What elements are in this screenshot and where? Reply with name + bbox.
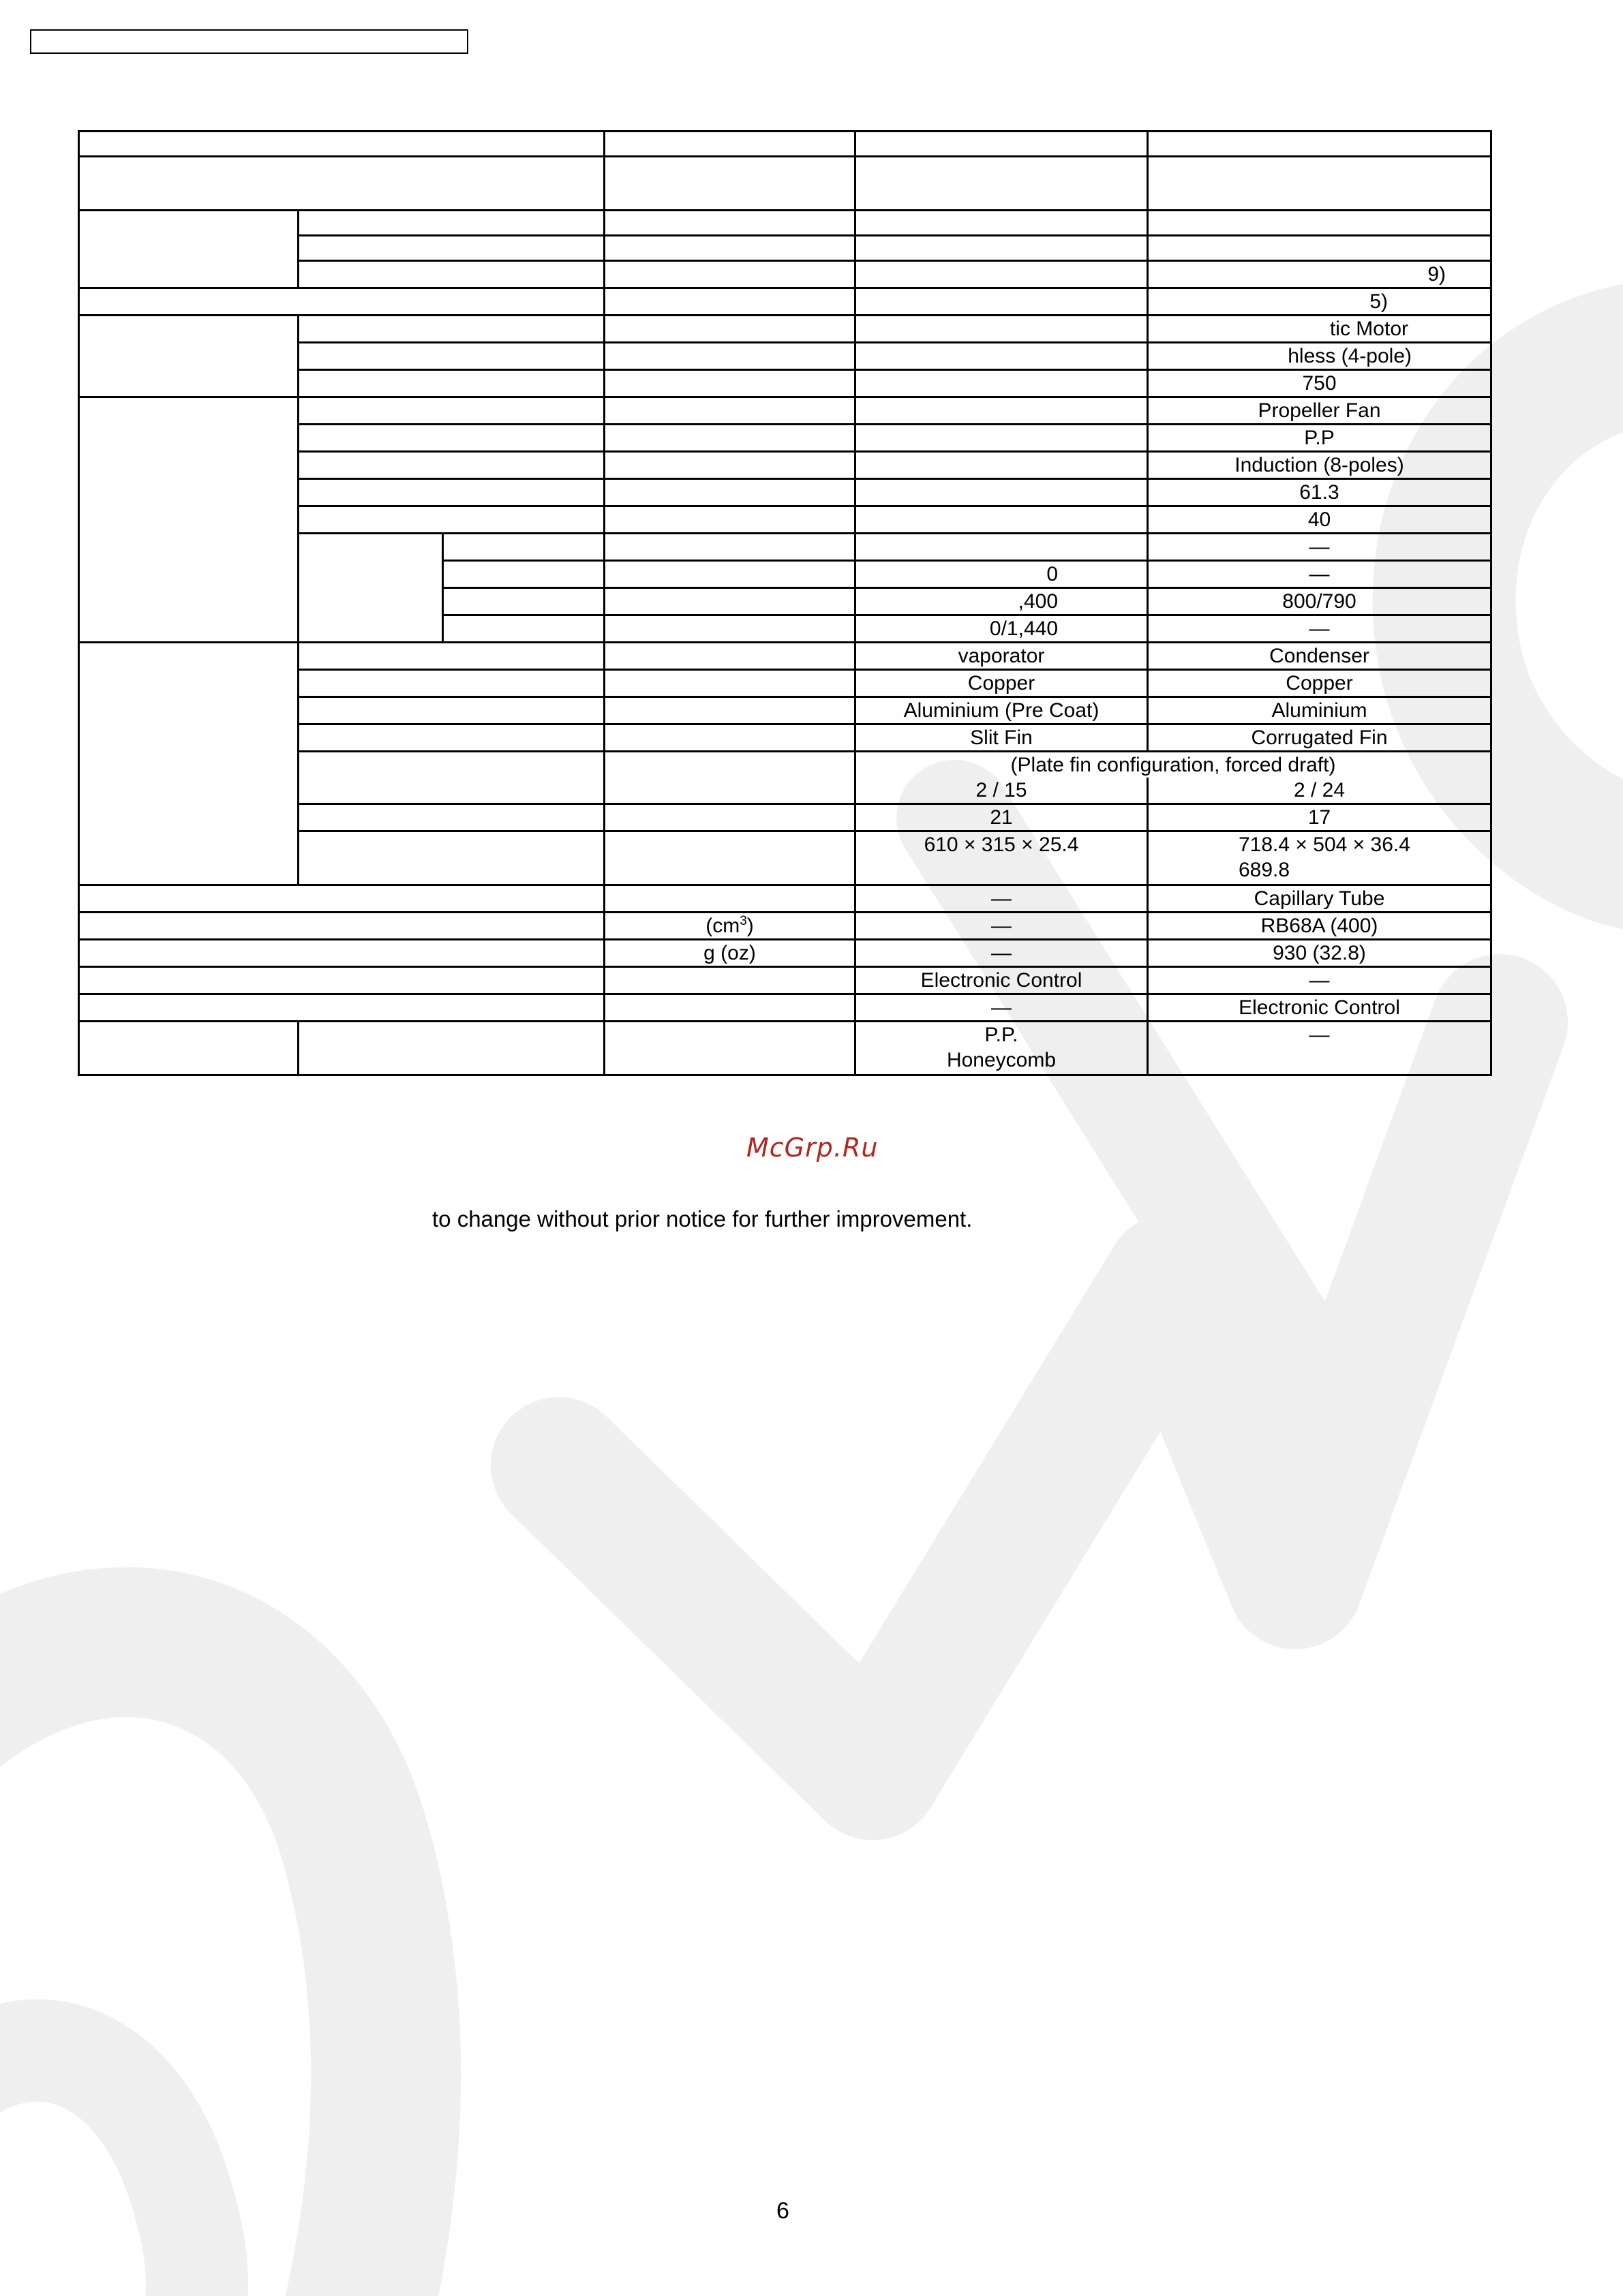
table-cell: — (1148, 561, 1491, 588)
table-cell (855, 157, 1148, 211)
table-cell (855, 343, 1148, 370)
table-cell: 2 / 24 (1148, 778, 1491, 804)
table-cell (605, 370, 855, 397)
table-cell (855, 1022, 1148, 1075)
table-cell: Electronic Control (855, 967, 1148, 994)
table-cell (299, 670, 605, 697)
table-cell (79, 643, 299, 885)
table-row (79, 885, 1491, 913)
table-cell (299, 752, 605, 804)
site-watermark-text: McGrp.Ru (746, 1133, 879, 1163)
table-cell (443, 561, 605, 588)
table-cell (855, 211, 1148, 236)
table-cell (605, 831, 855, 885)
table-cell (299, 831, 605, 885)
table-cell (299, 804, 605, 831)
table-cell (299, 506, 605, 534)
footnote: to change without prior notice for further improvement. (432, 1206, 973, 1231)
table-cell (605, 670, 855, 697)
table-cell: Induction (8-poles) (1148, 452, 1491, 479)
table-cell (855, 132, 1148, 157)
table-cell: 5) (1148, 288, 1491, 316)
table-cell (299, 534, 443, 643)
table-cell: Capillary Tube (1148, 885, 1491, 913)
table-cell: — (855, 885, 1148, 913)
table-cell (855, 425, 1148, 452)
table-cell (605, 724, 855, 752)
table-cell (79, 211, 299, 288)
table-cell (299, 236, 605, 261)
table-cell: Copper (855, 670, 1148, 697)
table-cell (605, 561, 855, 588)
table-cell: 2 / 15 (855, 778, 1148, 804)
table-cell: Condenser (1148, 643, 1491, 670)
table-cell (443, 588, 605, 615)
unit-cell: $(cm^3)$ (605, 913, 855, 940)
table-cell (605, 343, 855, 370)
table-cell: ,400 (855, 588, 1148, 615)
table-cell: RB68A (400) (1148, 913, 1491, 940)
table-cell: — (1148, 1022, 1491, 1075)
table-cell (299, 697, 605, 724)
table-row (79, 132, 1491, 157)
table-cell (79, 288, 605, 316)
table-cell (1148, 157, 1491, 211)
table-cell (605, 885, 855, 913)
table-row (79, 967, 1491, 994)
header-label-box (30, 29, 468, 54)
table-cell (855, 288, 1148, 316)
table-cell (1148, 211, 1491, 236)
table-cell: 61.3 (1148, 479, 1491, 506)
table-cell (605, 397, 855, 425)
table-cell (299, 1022, 605, 1075)
table-cell (79, 885, 605, 913)
table-cell (79, 913, 605, 940)
table-cell: 9) (1148, 261, 1491, 288)
table-cell (605, 506, 855, 534)
table-cell: 930 (32.8) (1148, 940, 1491, 967)
table-cell (605, 1022, 855, 1075)
table-cell (855, 397, 1148, 425)
table-cell: — (855, 913, 1148, 940)
table-cell (443, 534, 605, 561)
table-cell (605, 316, 855, 343)
page-number: 6 (776, 2198, 789, 2224)
table-cell (605, 534, 855, 561)
table-cell (605, 236, 855, 261)
table-cell (855, 479, 1148, 506)
table-cell: Copper (1148, 670, 1491, 697)
table-cell: vaporator (855, 643, 1148, 670)
table-cell (605, 804, 855, 831)
dimension-line: 718.4 × 504 × 36.4 (1239, 833, 1410, 856)
table-cell (855, 534, 1148, 561)
table-cell: 0 (855, 561, 1148, 588)
table-cell (605, 697, 855, 724)
table-cell (79, 316, 299, 397)
table-row (79, 913, 1491, 940)
dimension-line: 689.8 (1239, 859, 1290, 881)
table-cell (605, 157, 855, 211)
table-cell: Aluminium (1148, 697, 1491, 724)
table-cell (855, 236, 1148, 261)
table-cell: tic Motor (1148, 316, 1491, 343)
table-cell (605, 994, 855, 1022)
table-row (79, 1022, 1491, 1075)
table-cell (1148, 831, 1491, 885)
table-cell: 750 (1148, 370, 1491, 397)
table-cell: Electronic Control (1148, 994, 1491, 1022)
table-cell (605, 425, 855, 452)
table-cell: (Plate fin configuration, forced draft) (855, 752, 1491, 778)
table-cell (605, 261, 855, 288)
unit-cell: g (oz) (605, 940, 855, 967)
table-cell (299, 724, 605, 752)
table-cell: Aluminium (Pre Coat) (855, 697, 1148, 724)
table-cell: P.P (1148, 425, 1491, 452)
table-cell: 800/790 (1148, 588, 1491, 615)
table-cell (1148, 236, 1491, 261)
table-cell (299, 316, 605, 343)
table-cell: 0/1,440 (855, 615, 1148, 643)
table-cell (605, 452, 855, 479)
table-row (79, 643, 1491, 670)
table-cell (605, 479, 855, 506)
filter-material-line: Honeycomb (946, 1049, 1057, 1071)
table-row (79, 316, 1491, 343)
table-cell (79, 157, 605, 211)
table-row (79, 397, 1491, 425)
table-cell (299, 211, 605, 236)
table-cell (443, 615, 605, 643)
table-row (79, 288, 1491, 316)
table-cell (299, 261, 605, 288)
table-row (79, 211, 1491, 236)
table-cell: — (855, 940, 1148, 967)
table-cell: hless (4-pole) (1148, 343, 1491, 370)
table-cell (605, 288, 855, 316)
table-cell (605, 615, 855, 643)
table-cell (299, 370, 605, 397)
table-row (79, 157, 1491, 211)
table-cell: 610 × 315 × 25.4 (855, 831, 1148, 885)
table-cell (1148, 132, 1491, 157)
table-cell (79, 940, 605, 967)
table-cell (299, 343, 605, 370)
table-cell (299, 397, 605, 425)
table-cell (855, 261, 1148, 288)
table-cell: — (1148, 967, 1491, 994)
table-cell (855, 370, 1148, 397)
table-cell: — (855, 994, 1148, 1022)
table-cell (299, 643, 605, 670)
table-cell: 40 (1148, 506, 1491, 534)
specification-table (78, 130, 1492, 1076)
table-cell: — (1148, 615, 1491, 643)
table-cell (79, 1022, 299, 1075)
filter-material-line: P.P. (984, 1024, 1018, 1046)
table-cell (605, 752, 855, 804)
table-cell: 17 (1148, 804, 1491, 831)
table-cell (855, 452, 1148, 479)
table-row (79, 994, 1491, 1022)
table-cell (79, 132, 605, 157)
table-cell (299, 425, 605, 452)
table-cell: — (1148, 534, 1491, 561)
table-cell (299, 452, 605, 479)
table-cell: Propeller Fan (1148, 397, 1491, 425)
table-cell (605, 211, 855, 236)
table-cell (855, 506, 1148, 534)
table-cell: Slit Fin (855, 724, 1148, 752)
table-cell (855, 316, 1148, 343)
table-cell (79, 967, 605, 994)
table-cell (605, 643, 855, 670)
table-cell: Corrugated Fin (1148, 724, 1491, 752)
table-row (79, 940, 1491, 967)
table-cell (79, 397, 299, 643)
table-cell: 21 (855, 804, 1148, 831)
table-cell (299, 479, 605, 506)
table-cell (605, 132, 855, 157)
table-cell (605, 588, 855, 615)
table-cell (79, 994, 605, 1022)
table-cell (605, 967, 855, 994)
